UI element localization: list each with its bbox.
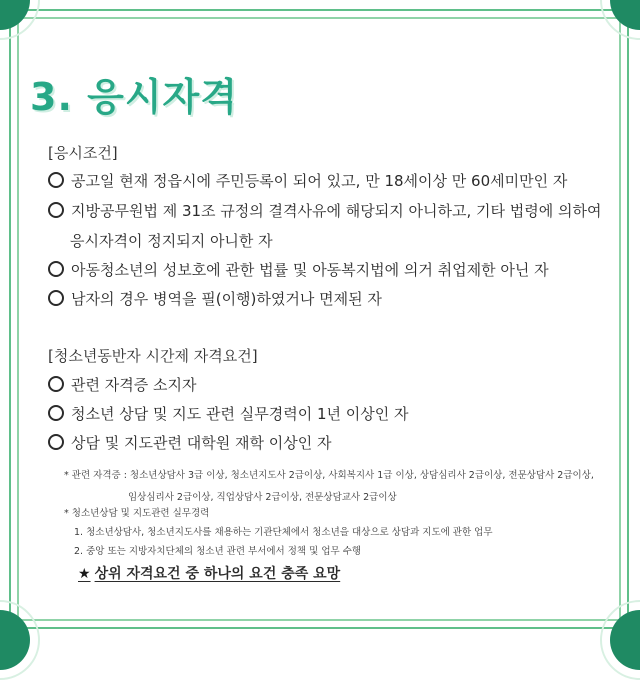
star-icon: ★	[78, 566, 91, 582]
list-item	[48, 170, 567, 191]
corner-decoration-bottom-right	[610, 610, 640, 670]
note-experience-item: 1. 청소년상담사, 청소년지도사를 채용하는 기관단체에서 청소년을 대상으로 상담과 지도에 관한 업무	[74, 527, 493, 538]
corner-decoration-top-right	[610, 0, 640, 30]
circle-bullet-icon	[48, 434, 64, 450]
corner-decoration-top-left	[0, 0, 30, 30]
circle-bullet-icon	[48, 202, 64, 218]
note-certificates: * 관련 자격증 : 청소년상담사 3급 이상, 청소년지도사 2급이상, 사회복지사 1급 이상, 상담심리사 2급이상, 전문상담사 2급이상,	[64, 470, 594, 481]
list-item-text: 지방공무원법 제 31조 규정의 결격사유에 해당되지 아니하고, 기타 법령에 의하여	[71, 202, 602, 220]
list-item-continuation: 응시자격이 정지되지 아니한 자	[70, 232, 273, 250]
list-item-text: 관련 자격증 소지자	[71, 376, 197, 394]
list-item	[48, 259, 549, 280]
circle-bullet-icon	[48, 172, 64, 188]
final-requirement-text: 상위 자격요건 중 하나의 요건 충족 요망	[94, 566, 341, 582]
list-item	[48, 432, 331, 453]
circle-bullet-icon	[48, 290, 64, 306]
final-requirement-note	[78, 563, 340, 583]
list-item-text: 공고일 현재 정읍시에 주민등록이 되어 있고, 만 18세이상 만 60세미만인 자	[71, 172, 568, 190]
circle-bullet-icon	[48, 261, 64, 277]
note-experience-heading: * 청소년상담 및 지도관련 실무경력	[64, 508, 210, 519]
list-item	[48, 288, 382, 309]
note-certificates-continued: 임상심리사 2급이상, 직업상담사 2급이상, 전문상담교사 2급이상	[128, 492, 397, 503]
list-item	[48, 200, 601, 221]
list-item-text: 상담 및 지도관련 대학원 재학 이상인 자	[71, 434, 332, 452]
list-item-text: 남자의 경우 병역을 필(이행)하였거나 면제된 자	[71, 290, 382, 308]
note-experience-item: 2. 중앙 또는 지방자치단체의 청소년 관련 부서에서 정책 및 업무 수행	[74, 546, 362, 557]
list-item	[48, 403, 409, 424]
corner-decoration-bottom-left	[0, 610, 30, 670]
circle-bullet-icon	[48, 405, 64, 421]
section-heading-conditions: [응시조건]	[48, 144, 118, 162]
page-title: 3. 응시자격	[30, 75, 238, 119]
section-heading-requirements: [청소년동반자 시간제 자격요건]	[48, 347, 258, 365]
circle-bullet-icon	[48, 376, 64, 392]
list-item	[48, 374, 196, 395]
list-item-text: 청소년 상담 및 지도 관련 실무경력이 1년 이상인 자	[71, 405, 409, 423]
list-item-text: 아동청소년의 성보호에 관한 법률 및 아동복지법에 의거 취업제한 아닌 자	[71, 261, 549, 279]
